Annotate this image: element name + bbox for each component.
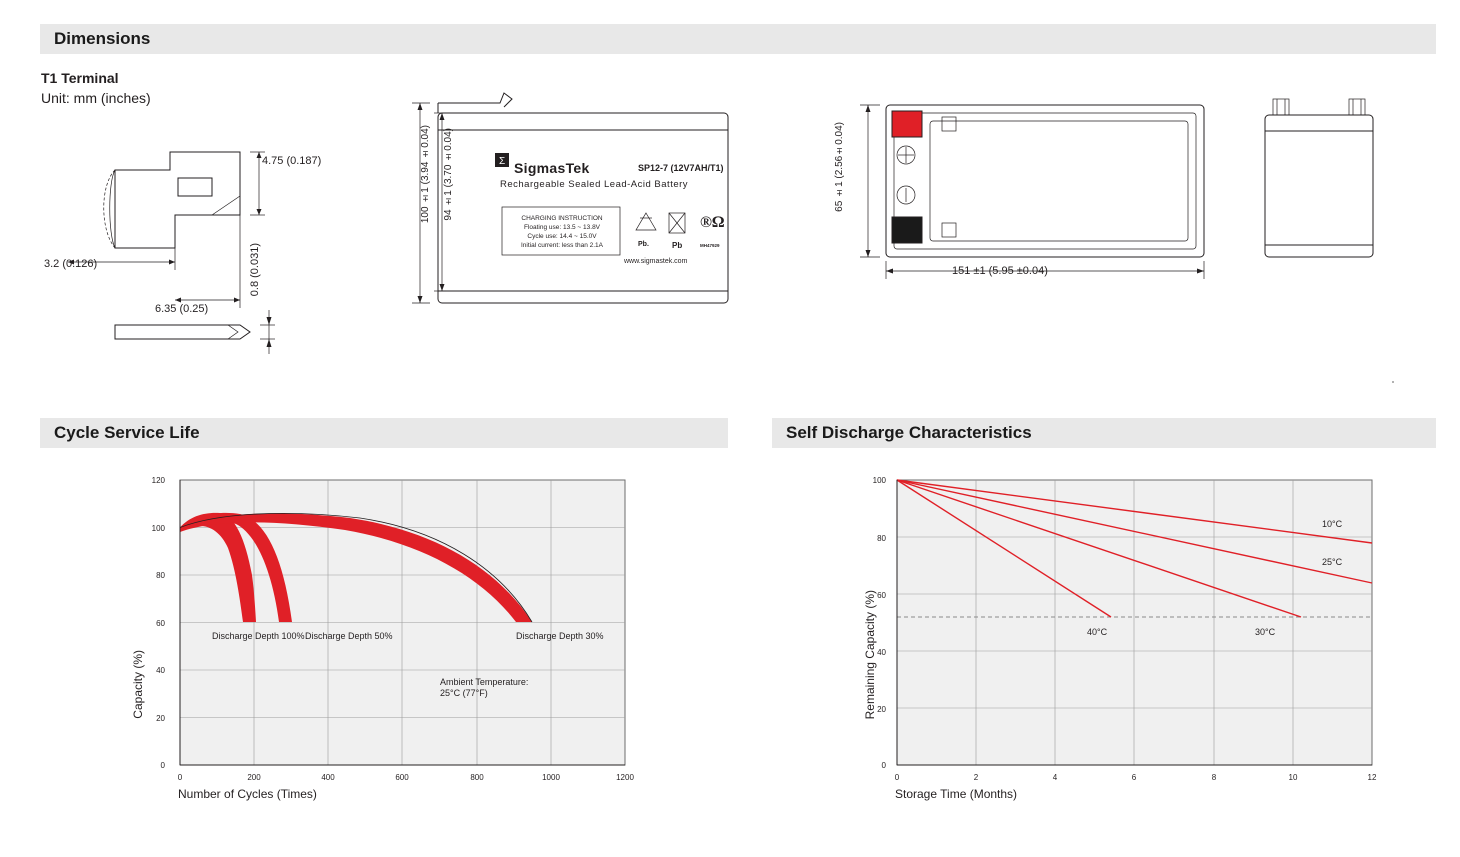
charging-line1: Floating use: 13.5 ~ 13.8V	[523, 224, 601, 231]
svg-text:600: 600	[395, 773, 409, 782]
svg-text:20: 20	[877, 705, 886, 714]
battery-total-height-dim: 100 ±1 (3.94 ±0.04)	[420, 125, 431, 224]
battery-width-dim: 65 ±1 (2.56±0.04)	[834, 122, 845, 212]
svg-text:60: 60	[877, 591, 886, 600]
svg-text:80: 80	[877, 534, 886, 543]
svg-text:120: 120	[151, 476, 165, 485]
svg-text:1200: 1200	[616, 773, 634, 782]
cycle-annotation-100	[212, 631, 305, 642]
charging-instruction-box	[506, 214, 618, 250]
battery-length-dim: 151 ±1 (5.95 ±0.04)	[952, 265, 1048, 277]
cycle-x-axis-title: Number of Cycles (Times)	[178, 787, 317, 801]
battery-side-view	[1245, 85, 1405, 300]
cycle-annotation-ambient	[440, 677, 530, 699]
self-discharge-x-axis-title: Storage Time (Months)	[895, 787, 1018, 801]
section-header-self-discharge	[772, 418, 1436, 448]
svg-text:200: 200	[247, 773, 261, 782]
section-title-cycle: Cycle Service Life	[54, 423, 200, 442]
battery-model: SP12-7 (12V7AH/T1)	[638, 163, 724, 173]
svg-text:2: 2	[973, 773, 979, 782]
svg-text:10: 10	[1288, 773, 1298, 782]
svg-text:0: 0	[881, 761, 886, 770]
decorative-dot	[1392, 381, 1394, 383]
svg-text:12: 12	[1367, 773, 1377, 782]
cycle-annotation-50	[305, 631, 393, 642]
svg-text:®Ω: ®Ω	[700, 214, 725, 231]
ul-mark-label: MH47929	[700, 243, 720, 248]
svg-text:400: 400	[321, 773, 335, 782]
battery-body-height-dim: 94 ±1 (3.70 ±0.04)	[443, 128, 454, 221]
svg-text:8: 8	[1211, 773, 1217, 782]
t1-dim-thickness: 0.8 (0.031)	[249, 243, 261, 297]
charging-line3: Initial current: less than 2.1A	[520, 242, 603, 249]
battery-website: www.sigmastek.com	[624, 258, 688, 265]
t1-terminal-title: T1 Terminal	[41, 70, 119, 86]
svg-text:4: 4	[1052, 773, 1058, 782]
svg-text:40: 40	[877, 648, 886, 657]
svg-text:80: 80	[156, 571, 165, 580]
cycle-annotation-100-text: Discharge Depth 100%	[212, 631, 305, 641]
self-discharge-y-axis-title: Remaining Capacity (%)	[863, 590, 877, 720]
cycle-annotation-30	[516, 631, 604, 642]
charging-title: CHARGING INSTRUCTION	[521, 215, 603, 222]
cycle-annotation-ambient-text: Ambient Temperature: 25°C (77°F)	[440, 677, 529, 698]
svg-text:Σ: Σ	[499, 156, 506, 167]
recycle-mark-label: Pb.	[638, 241, 649, 248]
cycle-annotation-50-text: Discharge Depth 50%	[305, 631, 393, 641]
section-title-self-discharge: Self Discharge Characteristics	[786, 423, 1032, 442]
cycle-annotation-30-text: Discharge Depth 30%	[516, 631, 604, 641]
trash-mark-label: Pb	[672, 241, 683, 250]
battery-brand: SigmasTek	[514, 160, 590, 176]
t1-dim-width: 6.35 (0.25)	[155, 303, 209, 315]
svg-text:100: 100	[151, 524, 165, 533]
svg-text:1000: 1000	[542, 773, 560, 782]
self-discharge-label-30c: 30°C	[1255, 627, 1276, 637]
section-header-dimensions	[40, 24, 1436, 54]
cycle-y-axis-title: Capacity (%)	[131, 650, 145, 719]
svg-text:0: 0	[160, 761, 165, 770]
section-header-cycle-service-life	[40, 418, 728, 448]
svg-text:20: 20	[156, 714, 165, 723]
svg-text:0: 0	[894, 773, 900, 782]
svg-text:0: 0	[177, 773, 183, 782]
svg-text:6: 6	[1131, 773, 1137, 782]
t1-unit-label: Unit: mm (inches)	[41, 90, 151, 106]
self-discharge-label-25c: 25°C	[1322, 557, 1343, 567]
svg-text:40: 40	[156, 666, 165, 675]
svg-text:800: 800	[470, 773, 484, 782]
svg-text:100: 100	[872, 476, 886, 485]
battery-front-view	[400, 85, 790, 320]
charging-line2: Cycle use: 14.4 ~ 15.0V	[527, 233, 597, 240]
t1-dim-left: 3.2 (0.126)	[44, 258, 98, 270]
section-title-dimensions: Dimensions	[54, 29, 151, 48]
self-discharge-label-40c: 40°C	[1087, 627, 1108, 637]
svg-text:60: 60	[156, 619, 165, 628]
self-discharge-label-10c: 10°C	[1322, 519, 1343, 529]
battery-subtitle: Rechargeable Sealed Lead-Acid Battery	[500, 179, 689, 190]
t1-dim-height: 4.75 (0.187)	[262, 155, 322, 167]
